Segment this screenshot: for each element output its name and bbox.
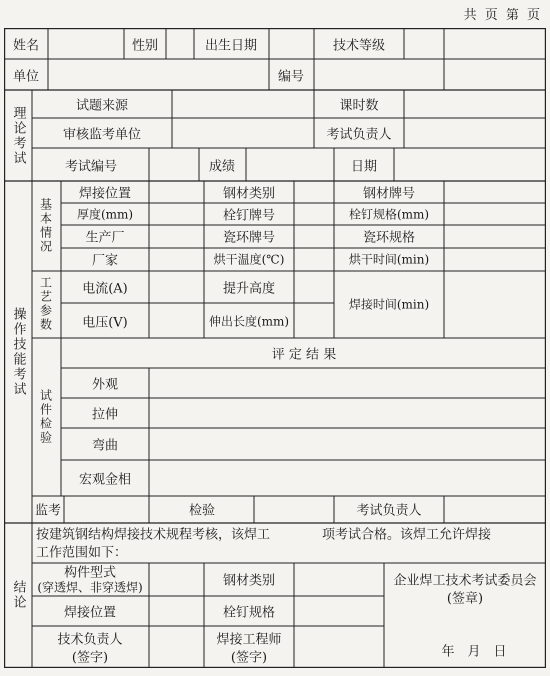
- label-ring-spec: 瓷环规格: [362, 230, 416, 246]
- label-score: 成绩: [208, 159, 236, 175]
- label-macro-metallography: 宏观金相: [78, 472, 132, 488]
- label-steel-type: 钢材类别: [222, 186, 276, 202]
- label-proctor: 监考: [34, 503, 62, 519]
- label-weld-engineer-sign: (签字): [230, 650, 268, 666]
- label-member-type: 构件型式: [63, 565, 117, 581]
- label-audit-unit: 审核监考单位: [62, 127, 142, 143]
- label-evaluation-result: 评 定 结 果: [271, 347, 337, 363]
- label-thickness: 厚度(mm): [76, 207, 134, 222]
- label-tech-grade: 技术等级: [332, 38, 386, 54]
- label-birthdate: 出生日期: [204, 38, 258, 54]
- label-conclusion-weld-position: 焊接位置: [63, 605, 117, 621]
- label-conclusion-date: 年 月 日: [441, 644, 507, 660]
- label-member-type-note: (穿透焊、非穿透焊): [37, 580, 143, 595]
- label-dry-time: 烘干时间(min): [348, 252, 430, 267]
- label-weld-position: 焊接位置: [78, 186, 132, 202]
- label-practical-exam-lead: 考试负责人: [356, 503, 422, 519]
- label-exam-committee: 企业焊工技术考试委员会: [393, 573, 537, 589]
- label-current: 电流(A): [82, 281, 128, 297]
- section-theory-exam: 理论考试: [10, 106, 26, 166]
- label-gender: 性别: [131, 38, 159, 54]
- label-stud-grade: 栓钉牌号: [222, 208, 276, 224]
- label-stud-spec: 栓钉规格(mm): [348, 207, 430, 222]
- label-appearance: 外观: [91, 377, 119, 393]
- label-bend: 弯曲: [91, 438, 119, 454]
- label-date: 日期: [350, 159, 378, 175]
- label-inspection: 检验: [188, 503, 216, 519]
- section-conclusion: 结论: [10, 580, 26, 610]
- label-name: 姓名: [12, 38, 40, 54]
- label-conclusion-steel-type: 钢材类别: [222, 573, 276, 589]
- label-weld-engineer: 焊接工程师: [216, 632, 282, 648]
- label-voltage: 电压(V): [82, 315, 128, 331]
- label-extend-length: 伸出长度(mm): [208, 314, 290, 329]
- section-practical-exam: 操作技能考试: [10, 307, 26, 397]
- conclusion-text-line2: 工作范围如下：: [36, 545, 128, 561]
- label-committee-seal: (签章): [446, 591, 484, 607]
- label-weld-time: 焊接时间(min): [348, 297, 430, 312]
- label-dry-temp: 烘干温度(℃): [213, 252, 285, 267]
- label-exam-number: 考试编号: [64, 159, 118, 175]
- page-count-header: 共 页 第 页: [463, 8, 542, 23]
- label-lift-height: 提升高度: [222, 281, 276, 297]
- conclusion-text-line1: 按建筑钢结构焊接技术规程考核，该焊工 项考试合格。该焊工允许焊接: [36, 527, 492, 543]
- label-question-source: 试题来源: [75, 98, 129, 114]
- label-exam-lead: 考试负责人: [326, 127, 392, 143]
- label-factory: 厂家: [91, 253, 119, 269]
- label-unit: 单位: [12, 69, 40, 85]
- label-ring-grade: 瓷环牌号: [222, 230, 276, 246]
- label-class-hours: 课时数: [339, 98, 379, 114]
- label-steel-grade: 钢材牌号: [362, 186, 416, 202]
- label-number: 编号: [277, 69, 305, 85]
- label-basic-info: 基本情况: [38, 198, 53, 254]
- label-tech-lead: 技术负责人: [57, 632, 123, 648]
- label-conclusion-stud-spec: 栓钉规格: [222, 605, 276, 621]
- label-tech-lead-sign: (签字): [71, 650, 109, 666]
- label-manufacturer: 生产厂: [85, 230, 125, 246]
- label-tensile: 拉伸: [91, 407, 119, 423]
- welder-exam-form: [4, 28, 546, 668]
- label-specimen-inspection: 试件检验: [38, 389, 53, 445]
- label-process-params: 工艺参数: [38, 276, 53, 332]
